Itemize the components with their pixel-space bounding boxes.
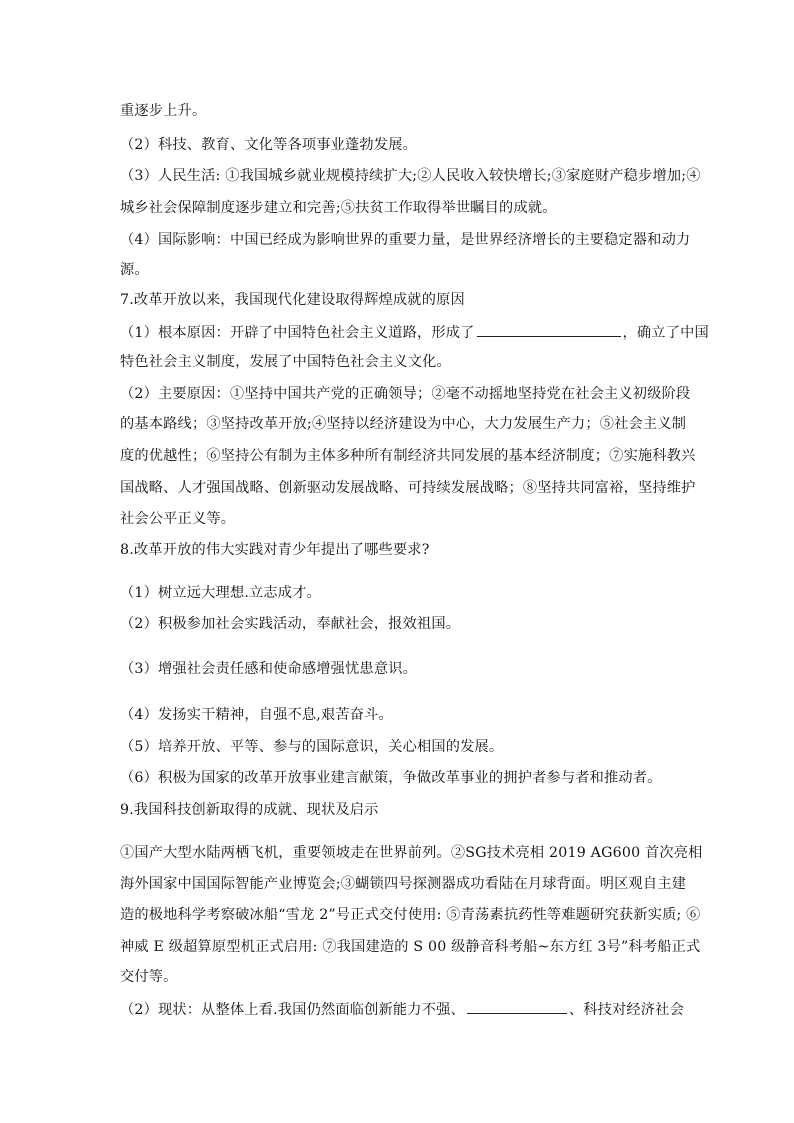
text-line: 国战略、人才强国战略、创新驱动发展战略、可持续发展战略；⑧坚持共同富裕，坚持维护 (120, 480, 696, 496)
text-line: 源。 (120, 262, 149, 278)
text-line-with-blank (120, 999, 684, 1020)
fill-in-blank[interactable] (477, 322, 621, 337)
text-line: （4）发扬实干精神，自强不息,艰苦奋斗。 (120, 707, 393, 723)
text-after-blank: 、科技对经济社会 (568, 1002, 684, 1018)
text-before-blank: （2）现状：从整体上看.我国仍然面临创新能力不强、 (120, 1002, 465, 1018)
text-line: （3）人民生活: ①我国城乡就业规模持续扩大;②人民收入较快增长;③家庭财产稳步增加;④ (120, 168, 701, 184)
text-line: 交付等。 (120, 969, 178, 985)
text-line: 度的优越性；⑥坚持公有制为主体多种所有制经济共同发展的基本经济制度；⑦实施科教兴 (120, 448, 696, 464)
text-line: 城乡社会保障制度逐步建立和完善;⑤扶贫工作取得举世瞩目的成就。 (120, 200, 557, 216)
text-line: ①国产大型水陆两栖飞机，重要领坡走在世界前列。②SG技术亮相 2019 AG600 首次亮相 (120, 845, 703, 861)
section-heading-7: 7.改革开放以来，我国现代化建设取得辉煌成就的原因 (120, 292, 465, 308)
text-line: 的基本路线；③坚持改革开放;④坚持以经济建设为中心，大力发展生产力；⑤社会主义制 (120, 416, 687, 432)
text-line: （2）积极参加社会实践活动，奉献社会，报效祖国。 (120, 616, 461, 632)
text-line: （6）积极为国家的改革开放事业建言献策，争做改革事业的拥护者参与者和推动者。 (120, 770, 662, 786)
text-line: 社会公平正义等。 (120, 511, 236, 527)
text-line: 神威 E 级超算原型机正式启用: ⑦我国建造的 S 00 级静音科考船~东方红 3号”科考船正式 (120, 939, 701, 955)
text-line: （2）科技、教育、文化等各项事业蓬勃发展。 (120, 137, 417, 153)
section-heading-8: 8.改革开放的伟大实践对青少年提出了哪些要求? (120, 542, 430, 558)
text-line: 海外国家中国国际智能产业博览会;③蝴锁四号探测器成功看陆在月球背面。明区观自主建 (120, 876, 687, 892)
text-line: （4）国际影响：中国已经成为影响世界的重要力量，是世界经济增长的主要稳定器和动力 (120, 232, 691, 248)
section-heading-9: 9.我国科技创新取得的成就、现状及启示 (120, 802, 379, 818)
text-before-blank: （1）根本原因：开辟了中国特色社会主义道路，形成了 (120, 325, 475, 341)
text-line: 特色社会主义制度，发展了中国特色社会主义文化。 (120, 354, 451, 370)
fill-in-blank[interactable] (467, 999, 567, 1014)
text-line: （3）增强社会责任感和使命感增强忧患意识。 (120, 661, 417, 677)
text-line: （1）树立远大理想.立志成才。 (120, 585, 321, 601)
text-line-with-blank (120, 322, 709, 343)
text-line: （5）培养开放、平等、参与的国际意识，关心相国的发展。 (120, 739, 504, 755)
text-line: 重逐步上升。 (120, 103, 207, 119)
text-after-blank: ，确立了中国 (622, 325, 709, 341)
text-line: （2）主要原因：①坚持中国共产党的正确领导；②毫不动摇地坚持党在社会主义初级阶段 (120, 386, 691, 402)
text-line: 造的极地科学考察破冰船“雪龙 2”号正式交付使用: ⑤青荡素抗药性等难题研究获新实质; ⑥ (120, 907, 701, 923)
